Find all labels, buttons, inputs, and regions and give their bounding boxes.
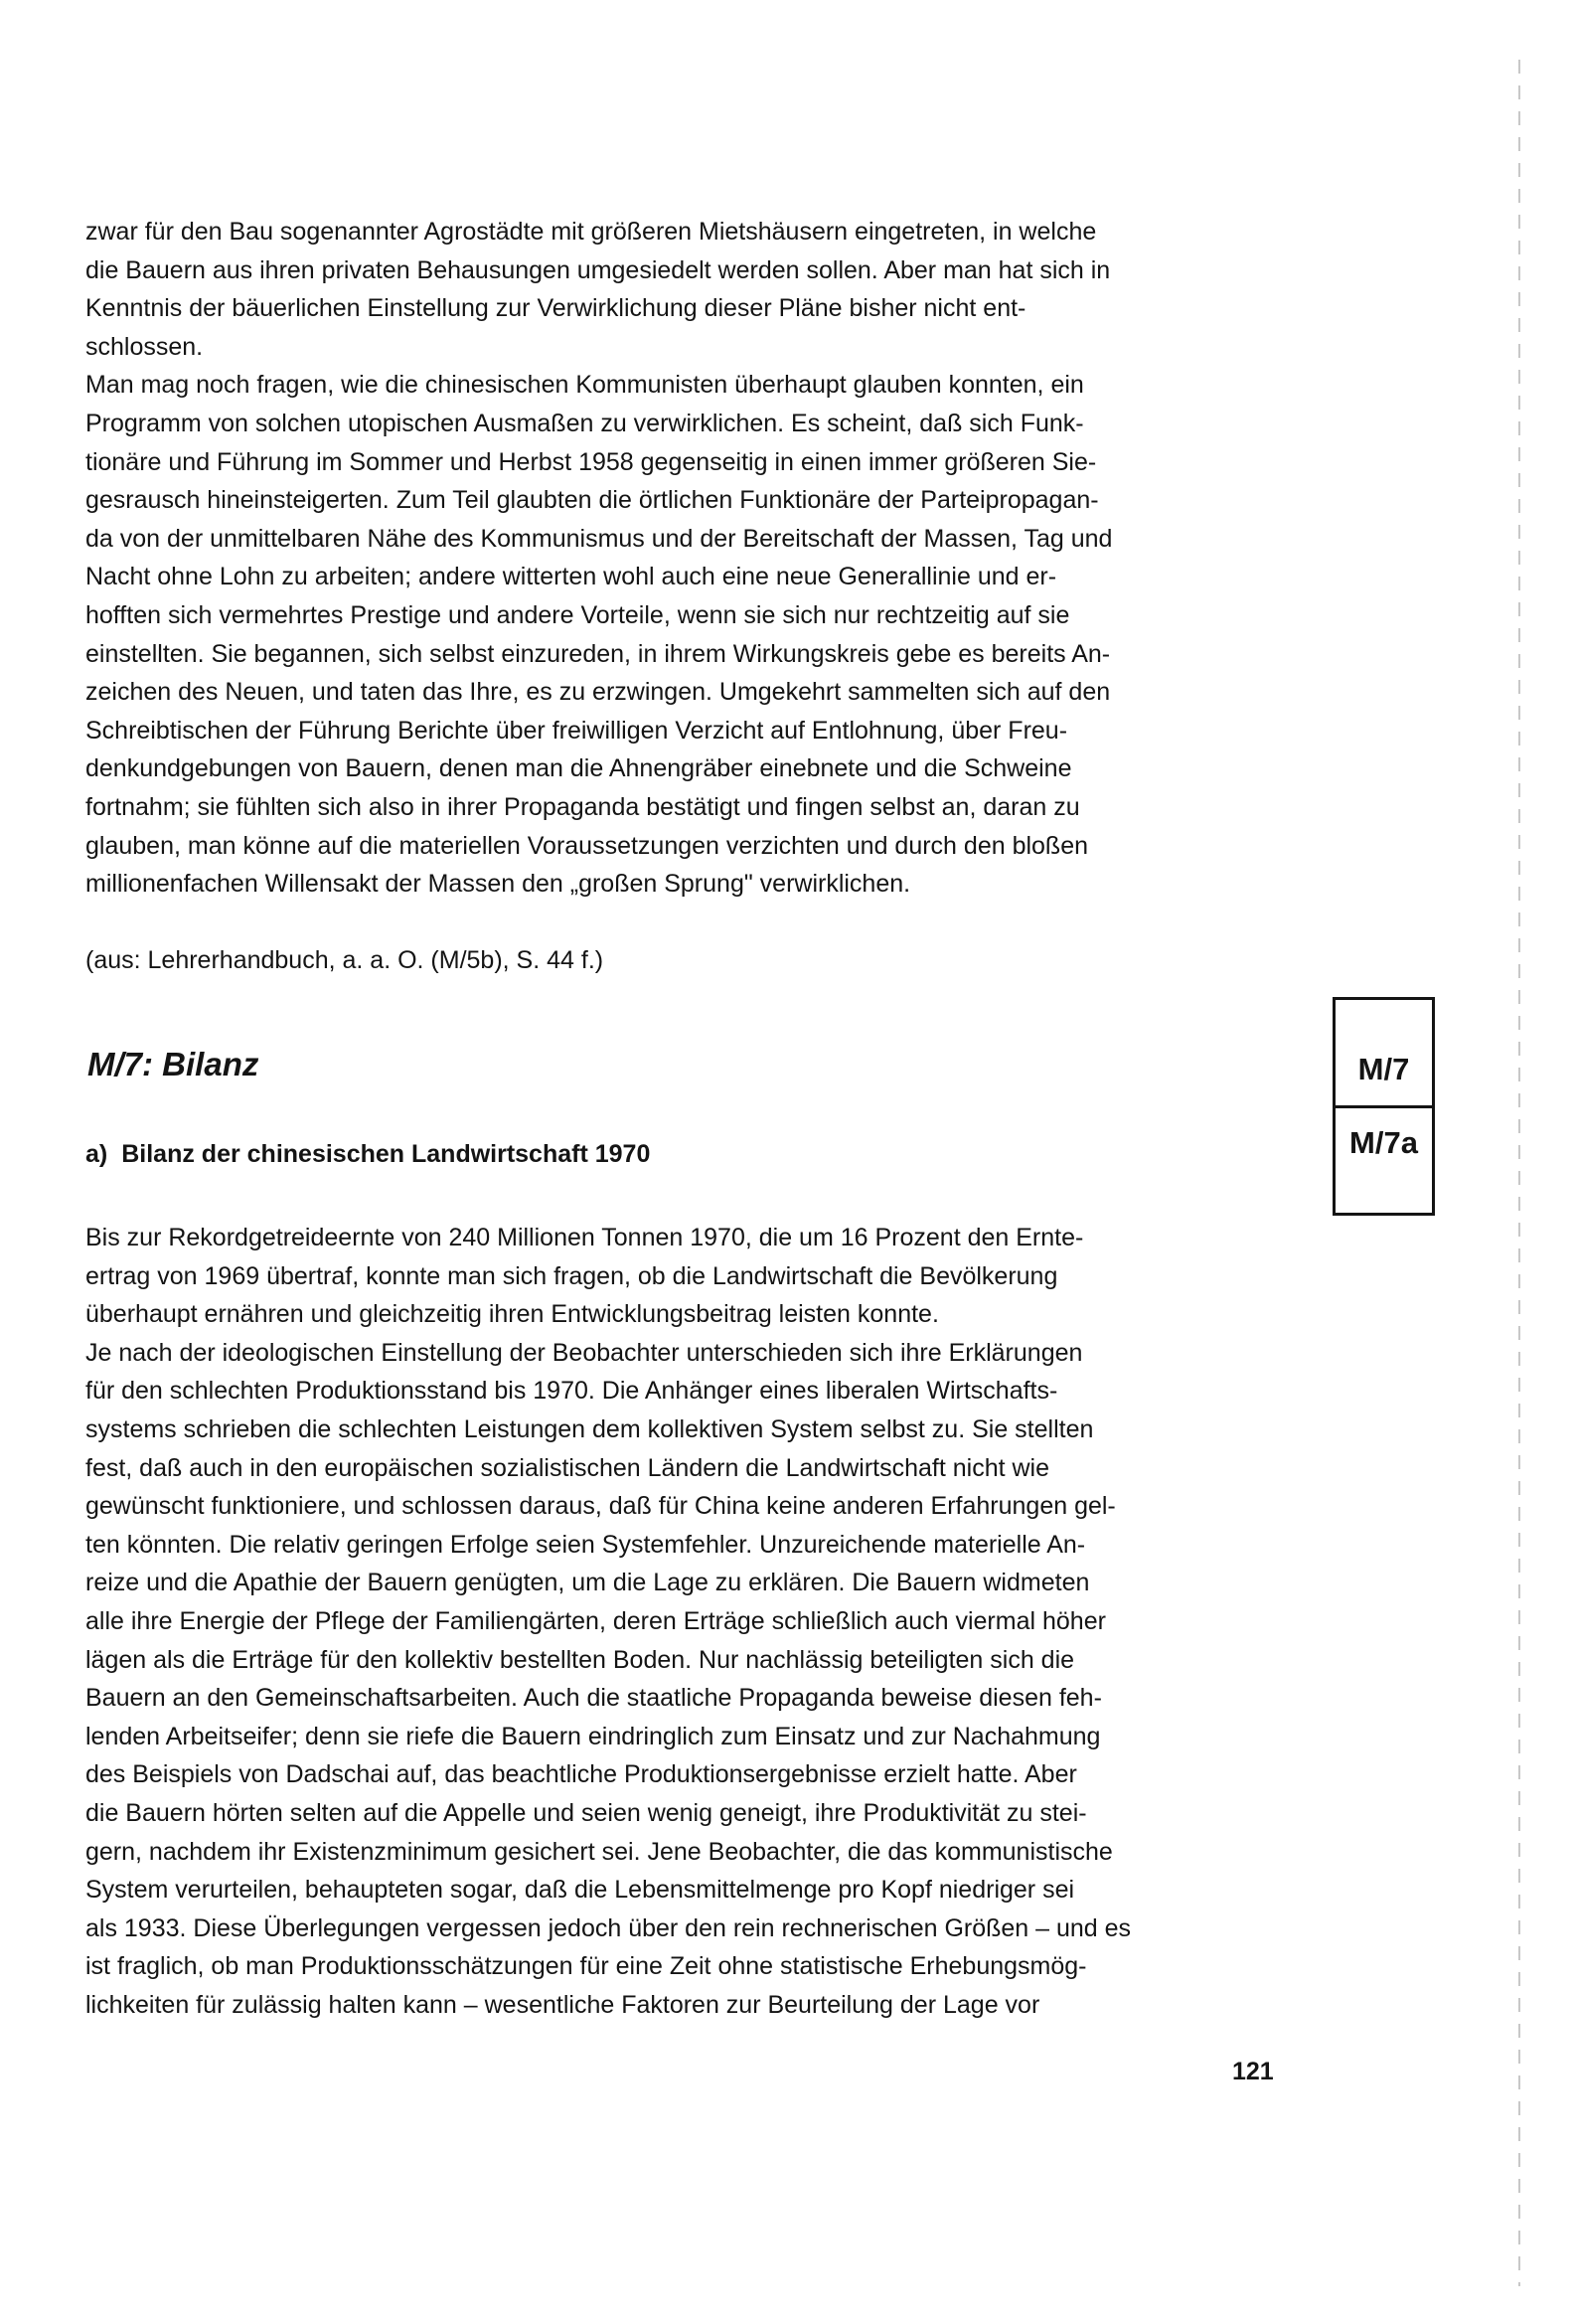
- text-line: überhaupt ernähren und gleichzeitig ihren Entwicklungsbeitrag leisten konnte.: [85, 1300, 939, 1329]
- text-line: Nacht ohne Lohn zu arbeiten; andere witterten wohl auch eine neue Generallinie und er-: [85, 563, 1057, 591]
- text-line: systems schrieben die schlechten Leistungen dem kollektiven System selbst zu. Sie stellten: [85, 1414, 1094, 1443]
- body-text-top: [85, 213, 1294, 904]
- paragraph-agrostaedte: [85, 213, 1294, 366]
- text-line: zwar für den Bau sogenannter Agrostädte mit größeren Mietshäusern eingetreten, in welche: [85, 218, 1097, 246]
- sub-heading: [85, 1140, 650, 1169]
- text-line: Man mag noch fragen, wie die chinesischen Kommunisten überhaupt glauben konnten, ein: [85, 371, 1084, 400]
- text-line: gern, nachdem ihr Existenzminimum gesichert sei. Jene Beobachter, die das kommunistische: [85, 1837, 1113, 1866]
- text-line: die Bauern hörten selten auf die Appelle und seien wenig geneigt, ihre Produktivität zu stei-: [85, 1798, 1087, 1827]
- text-line: lenden Arbeitseifer; denn sie riefe die Bauern eindringlich zum Einsatz und zur Nachahmung: [85, 1722, 1101, 1750]
- text-line: lägen als die Erträge für den kollektiv bestellten Boden. Nur nachlässig beteiligten sich die: [85, 1645, 1075, 1674]
- label-divider: [1336, 1105, 1432, 1108]
- paragraph-rekordernte: [85, 1219, 1294, 1334]
- text-line: für den schlechten Produktionsstand bis 1970. Die Anhänger eines liberalen Wirtschafts-: [85, 1377, 1058, 1406]
- text-line: Bis zur Rekordgetreideernte von 240 Millionen Tonnen 1970, die um 16 Prozent den Ernte-: [85, 1224, 1084, 1251]
- text-line: fest, daß auch in den europäischen sozialistischen Ländern die Landwirtschaft nicht wie: [85, 1453, 1050, 1482]
- text-line: alle ihre Energie der Pflege der Familiengärten, deren Erträge schließlich auch viermal höher: [85, 1606, 1106, 1635]
- section-heading: M/7: Bilanz: [87, 1046, 259, 1082]
- text-line: einstellten. Sie begannen, sich selbst einzureden, in ihrem Wirkungskreis gebe es bereits An-: [85, 639, 1111, 668]
- text-line: tionäre und Führung im Sommer und Herbst 1958 gegenseitig in einen immer größeren Sie-: [85, 447, 1097, 476]
- sub-heading-marker: a): [85, 1140, 108, 1168]
- sub-heading-title: Bilanz der chinesischen Landwirtschaft 1970: [121, 1140, 651, 1168]
- text-line: Bauern an den Gemeinschaftsarbeiten. Auch die staatliche Propaganda beweise diesen feh-: [85, 1684, 1102, 1713]
- scan-edge-line: [1518, 60, 1520, 2286]
- text-line: millionenfachen Willensakt der Massen den „großen Sprung" verwirklichen.: [85, 870, 911, 899]
- text-line: schlossen.: [85, 332, 204, 361]
- text-line: hofften sich vermehrtes Prestige und andere Vorteile, wenn sie sich nur rechtzeitig auf sie: [85, 600, 1070, 629]
- text-line: Programm von solchen utopischen Ausmaßen zu verwirklichen. Es scheint, daß sich Funk-: [85, 409, 1084, 437]
- page-number: 121: [1232, 2058, 1274, 2085]
- material-label-m7: M/7: [1357, 1052, 1410, 1086]
- text-line: gewünscht funktioniere, und schlossen daraus, daß für China keine anderen Erfahrungen gel-: [85, 1492, 1116, 1521]
- text-line: denkundgebungen von Bauern, denen man die Ahnengräber einebnete und die Schweine: [85, 754, 1072, 783]
- paragraph-erklaerungen: [85, 1334, 1294, 2025]
- text-line: gesrausch hineinsteigerten. Zum Teil glaubten die örtlichen Funktionäre der Parteipropagan-: [85, 486, 1099, 515]
- text-line: ten könnten. Die relativ geringen Erfolge seien Systemfehler. Unzureichende materielle An-: [85, 1530, 1086, 1559]
- material-label-box: [1333, 997, 1435, 1216]
- text-line: zeichen des Neuen, und taten das Ihre, es zu erzwingen. Umgekehrt sammelten sich auf den: [85, 678, 1111, 707]
- text-line: glauben, man könne auf die materiellen Voraussetzungen verzichten und durch den bloßen: [85, 831, 1089, 860]
- text-line: als 1933. Diese Überlegungen vergessen jedoch über den rein rechnerischen Größen – und es: [85, 1913, 1132, 1942]
- text-line: Kenntnis der bäuerlichen Einstellung zur Verwirklichung dieser Pläne bisher nicht ent-: [85, 294, 1026, 323]
- text-line: fortnahm; sie fühlten sich also in ihrer Propaganda bestätigt und fingen selbst an, daran zu: [85, 792, 1080, 821]
- text-line: reize und die Apathie der Bauern genügten, um die Lage zu erklären. Die Bauern widmeten: [85, 1569, 1090, 1597]
- text-line: ertrag von 1969 übertraf, konnte man sich fragen, ob die Landwirtschaft die Bevölkerung: [85, 1261, 1058, 1290]
- text-line: ist fraglich, ob man Produktionsschätzungen für eine Zeit ohne statistische Erhebungsmög-: [85, 1952, 1087, 1981]
- text-line: Je nach der ideologischen Einstellung der Beobachter unterschieden sich ihre Erklärungen: [85, 1338, 1083, 1367]
- text-line: Schreibtischen der Führung Berichte über freiwilligen Verzicht auf Entlohnung, über Freu-: [85, 716, 1068, 745]
- material-label-m7a: M/7a: [1349, 1125, 1418, 1160]
- body-text-bottom: [85, 1219, 1294, 2024]
- text-line: System verurteilen, behaupteten sogar, daß die Lebensmittelmenge pro Kopf niedriger sei: [85, 1876, 1075, 1905]
- text-line: die Bauern aus ihren privaten Behausungen umgesiedelt werden sollen. Aber man hat sich in: [85, 255, 1111, 284]
- source-citation: (aus: Lehrerhandbuch, a. a. O. (M/5b), S. 44 f.): [85, 946, 604, 974]
- text-line: da von der unmittelbaren Nähe des Kommunismus und der Bereitschaft der Massen, Tag und: [85, 524, 1113, 553]
- text-line: des Beispiels von Dadschai auf, das beachtliche Produktionsergebnisse erzielt hatte. Aber: [85, 1760, 1077, 1789]
- paragraph-grosser-sprung: [85, 366, 1294, 903]
- text-line: lichkeiten für zulässig halten kann – wesentliche Faktoren zur Beurteilung der Lage vor: [85, 1990, 1040, 2019]
